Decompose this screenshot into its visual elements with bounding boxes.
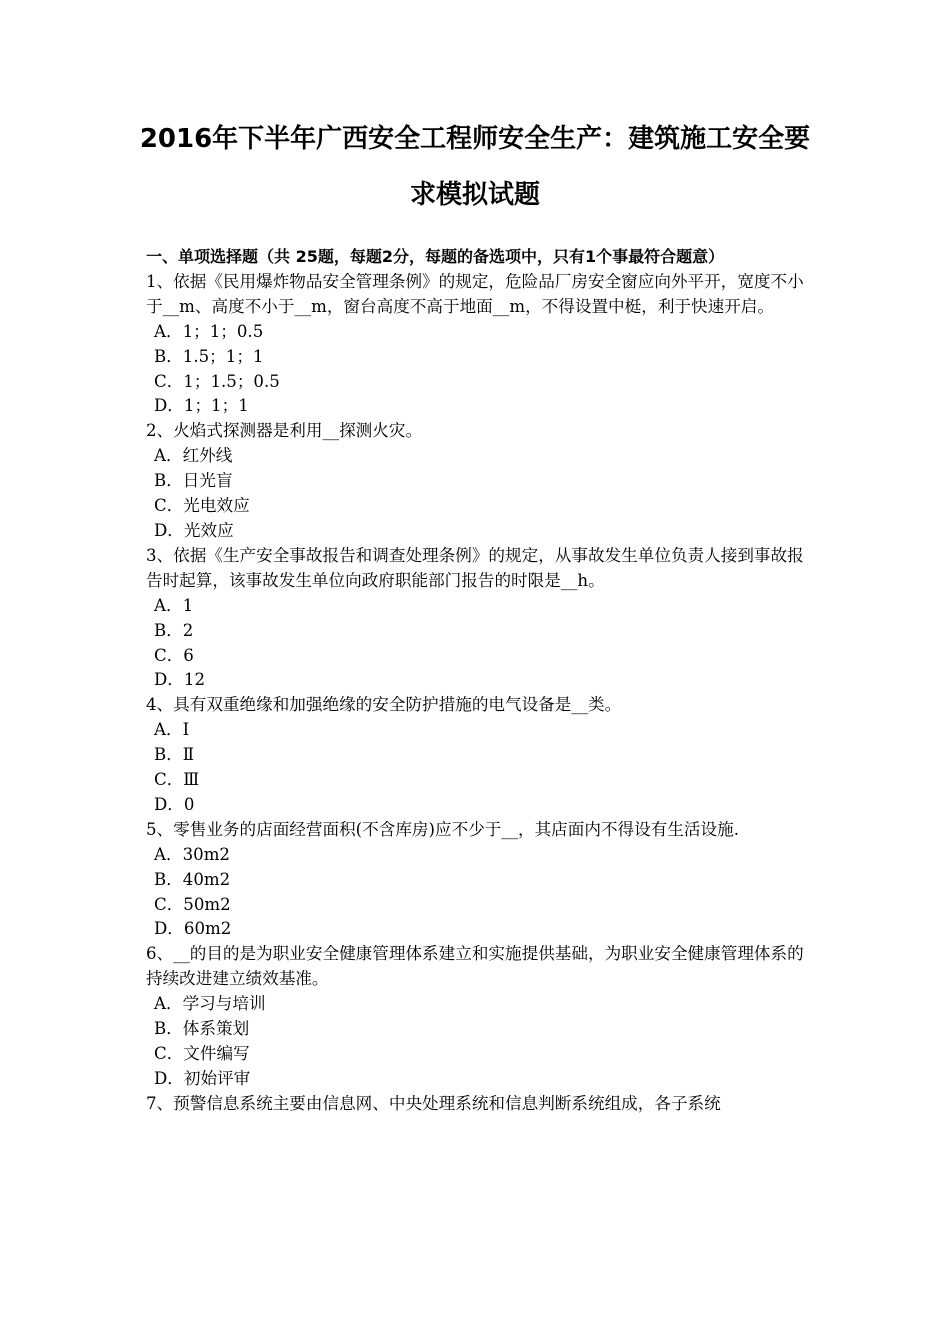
question-stem: 5、零售业务的店面经营面积(不含库房)应不少于__，其店面内不得设有生活设施. (146, 819, 739, 839)
answer-option: B．Ⅱ (154, 745, 195, 765)
answer-option: B．1.5；1；1 (154, 346, 264, 366)
answer-option: C．1；1.5；0.5 (154, 371, 280, 391)
question-stem: 6、__的目的是为职业安全健康管理体系建立和实施提供基础，为职业安全健康管理体系的持续改进建立绩效基准。 (146, 944, 804, 989)
answer-option: A．30m2 (154, 844, 230, 864)
document-body (146, 245, 808, 1117)
answer-option: A．红外线 (154, 446, 233, 466)
question (146, 419, 808, 544)
answer-option: C．6 (154, 645, 194, 665)
answer-option: D．1；1；1 (154, 396, 249, 416)
answer-option: B．体系策划 (154, 1019, 250, 1039)
answer-option: C．文件编写 (154, 1044, 250, 1063)
question-stem: 2、火焰式探测器是利用__探测火灾。 (146, 421, 423, 441)
question (146, 1092, 808, 1117)
question-stem: 4、具有双重绝缘和加强绝缘的安全防护措施的电气设备是__类。 (146, 695, 622, 715)
answer-option: D．初始评审 (154, 1068, 251, 1088)
section-heading: 一、单项选择题（共 25题，每题2分，每题的备选项中，只有1个事最符合题意） (146, 247, 725, 266)
answer-option: D．60m2 (154, 919, 232, 939)
answer-option: C．50m2 (154, 894, 231, 914)
question (146, 693, 808, 818)
answer-option: A．1；1；0.5 (154, 321, 264, 341)
question-stem: 1、依据《民用爆炸物品安全管理条例》的规定，危险品厂房安全窗应向外平开，宽度不小于__m、高度不小于__m，窗台高度不高于地面__m，不得设置中梃，利于快速开启。 (146, 271, 804, 316)
question (146, 942, 808, 1091)
question-stem: 7、预警信息系统主要由信息网、中央处理系统和信息判断系统组成，各子系统 (146, 1093, 721, 1113)
answer-option: C．Ⅲ (154, 770, 200, 790)
answer-option: A．学习与培训 (154, 994, 266, 1014)
answer-option: A．Ⅰ (154, 720, 190, 740)
document-title-line-2: 求模拟试题 (409, 180, 540, 210)
answer-option: B．40m2 (154, 869, 231, 889)
question (146, 818, 808, 943)
answer-option: D．光效应 (154, 520, 234, 540)
answer-option: B．日光盲 (154, 471, 233, 491)
answer-option: C．光电效应 (154, 496, 250, 516)
document-title-line-1: 2016年下半年广西安全工程师安全生产：建筑施工安全要 (139, 124, 811, 154)
answer-option: A．1 (154, 595, 194, 615)
question-stem: 3、依据《生产安全事故报告和调查处理条例》的规定，从事故发生单位负责人接到事故报告时起算，该事故发生单位向政府职能部门报告的时限是__h。 (146, 545, 804, 590)
answer-option: B．2 (154, 620, 194, 640)
question (146, 544, 808, 693)
question (146, 270, 808, 419)
answer-option: D．0 (154, 794, 195, 814)
answer-option: D．12 (154, 670, 206, 690)
